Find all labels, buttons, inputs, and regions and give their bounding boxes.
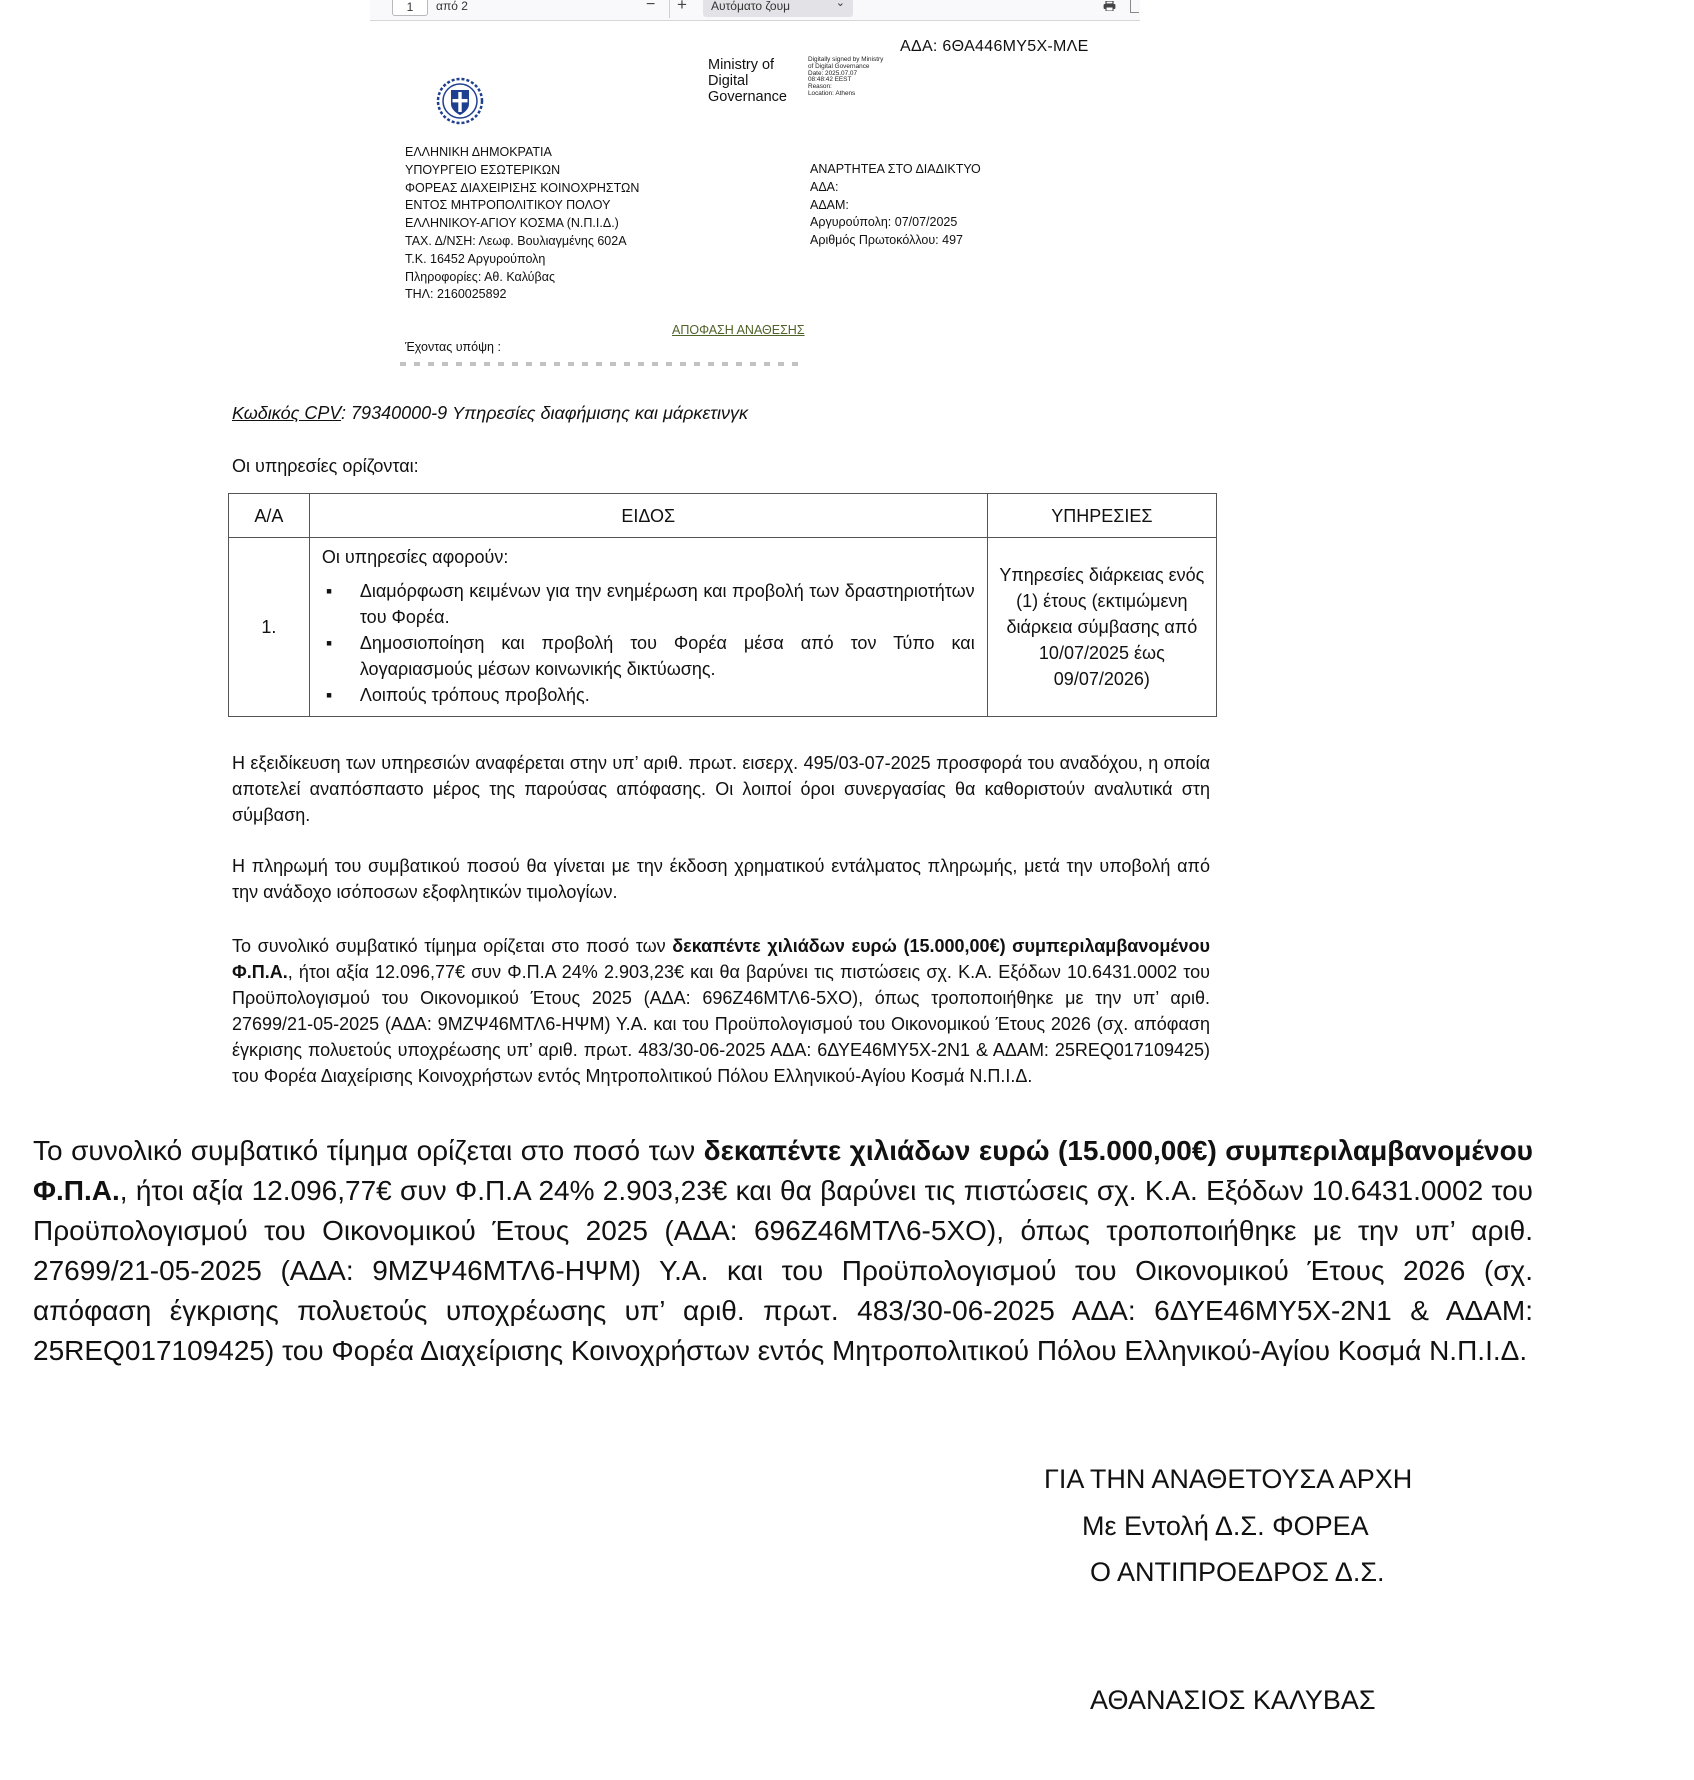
list-item: ▪ Λοιπούς τρόπους προβολής. (322, 682, 975, 708)
ministry-line: Digital (708, 73, 749, 89)
issuer-line: ΕΛΛΗΝΙΚΟΥ-ΑΓΙΟΥ ΚΟΣΜΑ (Ν.Π.Ι.Δ.) (405, 216, 619, 231)
chevron-down-icon: ⌄ (835, 0, 845, 9)
price-amount: δεκαπέντε χιλιάδων ευρώ (15.000,00€) συμπεριλαμβανομένου Φ.Π.Α. (232, 936, 1210, 982)
signature-line: 08:48:42 EEST (808, 76, 852, 84)
zoom-in-button[interactable]: + (677, 0, 687, 14)
column-header-kind: ΕΙΔΟΣ (309, 494, 987, 538)
issuer-line: ΤΑΧ. Δ/ΝΣΗ: Λεωφ. Βουλιαγμένης 602Α (405, 233, 627, 248)
publication-line: ΑΔΑ: (810, 179, 839, 194)
price-rest: , ήτοι αξία 12.096,77€ συν Φ.Π.Α 24% 2.903,23€ και θα βαρύνει τις πιστώσεις σχ. Κ.Α. Εξόδων 10.6431.0002 του Προϋπολογισμού του Οικονομικού Έτους 2025 (ΑΔΑ: 696Ζ46ΜΤΛ6-5ΧΟ), όπως τροποποιήθηκε με την υπ’ αριθ. 27699/21-05-2025 (ΑΔΑ: 9ΜΖΨ46ΜΤΛ6-ΗΨΜ) Υ.Α. και του Προϋπολογισμού του Οικονομικού Έτους 2026 (σχ. απόφαση έγκρισης πολυετούς υποχρέωσης υπ’ αριθ. πρωτ. 483/30-06-2025 ΑΔΑ: 6ΔΥΕ46ΜΥ5Χ-2Ν1 & ΑΔΑΜ: 25REQ017109425) του Φορέα Διαχείρισης Κοινοχρήστων εντός Μητροπολιτικού Πόλου Ελληνικού-Αγίου Κοσμά Ν.Π.Ι.Δ. (232, 962, 1210, 1086)
list-item: ▪ Δημοσιοποίηση και προβολή του Φορέα μέσα από τον Τύπο και λογαριασμούς μέσων κοινωνικής δικτύωσης. (322, 630, 975, 682)
decision-title: ΑΠΟΦΑΣΗ ΑΝΑΘΕΣΗΣ (672, 323, 805, 337)
cpv-value: : 79340000-9 Υπηρεσίες διαφήμισης και μάρκετινγκ (341, 403, 749, 423)
issuer-line: ΤΗΛ: 2160025892 (405, 287, 507, 302)
ministry-line: Ministry of (708, 57, 775, 73)
services-defined-label: Οι υπηρεσίες ορίζονται: (232, 456, 419, 476)
print-icon[interactable] (1103, 1, 1116, 11)
document-properties-icon[interactable] (1130, 0, 1139, 13)
list-item: ▪ Διαμόρφωση κειμένων για την ενημέρωση και προβολή των δραστηριοτήτων του Φορέα. (322, 578, 975, 630)
vice-president-line: Ο ΑΝΤΙΠΡΟΕΔΡΟΣ Δ.Σ. (1090, 1557, 1385, 1587)
issuer-line: ΦΟΡΕΑΣ ΔΙΑΧΕΙΡΙΣΗΣ ΚΟΙΝΟΧΡΗΣΤΩΝ (405, 180, 640, 195)
price-rest: , ήτοι αξία 12.096,77€ συν Φ.Π.Α 24% 2.903,23€ και θα βαρύνει τις πιστώσεις σχ. Κ.Α. Εξόδων 10.6431.0002 του Προϋπολογισμού του Οικονομικού Έτους 2025 (ΑΔΑ: 696Ζ46ΜΤΛ6-5ΧΟ), όπως τροποποιήθηκε με την υπ’ αριθ. 27699/21-05-2025 (ΑΔΑ: 9ΜΖΨ46ΜΤΛ6-ΗΨΜ) Υ.Α. και του Προϋπολογισμού του Οικονομικού Έτους 2026 (σχ. απόφαση έγκρισης πολυετούς υποχρέωσης υπ’ αριθ. πρωτ. 483/30-06-2025 ΑΔΑ: 6ΔΥΕ46ΜΥ5Χ-2Ν1 & ΑΔΑΜ: 25REQ017109425) του Φορέα Διαχείρισης Κοινοχρήστων εντός Μητροπολιτικού Πόλου Ελληνικού-Αγίου Κοσμά Ν.Π.Ι.Δ. (33, 1175, 1533, 1366)
issuer-line: ΥΠΟΥΡΓΕΙΟ ΕΣΩΤΕΡΙΚΩΝ (405, 162, 561, 177)
kind-intro: Οι υπηρεσίες αφορούν: (321, 547, 509, 567)
price-paragraph (232, 933, 1210, 1089)
pdf-toolbar (370, 0, 1140, 21)
signature-line: Location: Athens (808, 89, 856, 97)
ministry-line: Governance (708, 89, 787, 105)
price-amount: δεκαπέντε χιλιάδων ευρώ (15.000,00€) συμπεριλαμβανομένου Φ.Π.Α. (33, 1135, 1533, 1206)
price-lead: Το συνολικό συμβατικό τίμημα ορίζεται στο ποσό των (232, 936, 673, 956)
signature-line: Digitally signed by Ministry (808, 56, 884, 63)
price-paragraph-enlarged (33, 1131, 1533, 1371)
ministry-signature-name (708, 57, 787, 105)
row-services-cell: Υπηρεσίες διάρκειας ενός (1) έτους (εκτιμώμενη διάρκεια σύμβασης από 10/07/2025 έως 09/07/2026) (987, 538, 1216, 717)
digital-signature-details (808, 57, 883, 98)
kind-list (322, 578, 975, 708)
page-count-label: από 2 (436, 0, 468, 13)
cropped-text-line (400, 362, 800, 366)
row-number: 1. (229, 538, 310, 717)
publication-info-block (810, 161, 981, 250)
specification-paragraph: Η εξειδίκευση των υπηρεσιών αναφέρεται στην υπ’ αριθ. πρωτ. εισερχ. 495/03-07-2025 προσφορά του αναδόχου, η οποία αποτελεί αναπόσπαστο μέρος της παρούσας απόφασης. Οι λοιποί όροι συνεργασίας θα καθοριστούν αναλυτικά στη σύμβαση. (232, 753, 1210, 825)
issuer-line: Πληροφορίες: Αθ. Καλύβας (405, 269, 555, 284)
ada-code: ΑΔΑ: 6ΘΑ446ΜΥ5Χ-ΜΛΕ (900, 38, 1089, 55)
payment-paragraph: Η πληρωμή του συμβατικού ποσού θα γίνεται με την έκδοση χρηματικού εντάλματος πληρωμής, μετά την υποβολή από την ανάδοχο ισόποσων εξοφλητικών τιμολογίων. (232, 856, 1210, 902)
price-lead: Το συνολικό συμβατικό τίμημα ορίζεται στο ποσό των (33, 1135, 704, 1166)
publication-line: Αργυρούπολη: 07/07/2025 (810, 215, 958, 230)
issuer-line: ΕΝΤΟΣ ΜΗΤΡΟΠΟΛΙΤΙΚΟΥ ΠΟΛΟΥ (405, 198, 611, 213)
publication-line: ΑΝΑΡΤΗΤΕΑ ΣΤΟ ΔΙΑΔΙΚΤΥΟ (810, 162, 981, 176)
column-header-aa: Α/Α (229, 494, 310, 538)
issuer-line: ΕΛΛΗΝΙΚΗ ΔΗΜΟΚΡΑΤΙΑ (405, 145, 552, 159)
toolbar-divider (669, 0, 670, 18)
zoom-out-button[interactable]: − (646, 0, 656, 13)
signature-line: Reason: (808, 83, 832, 91)
table-header-row (229, 494, 1217, 538)
publication-line: ΑΔΑΜ: (810, 197, 849, 212)
greek-coat-of-arms-icon (436, 77, 484, 125)
contracting-authority-line: ΓΙΑ ΤΗΝ ΑΝΑΘΕΤΟΥΣΑ ΑΡΧΗ (1044, 1464, 1413, 1494)
row-kind-cell (309, 538, 987, 717)
signature-line: of Digital Governance (808, 62, 870, 70)
cpv-code-line (232, 403, 748, 424)
zoom-select[interactable] (703, 0, 853, 17)
pdf-viewer-crop (370, 0, 1140, 372)
board-order-line: Με Εντολή Δ.Σ. ΦΟΡΕΑ (1082, 1511, 1369, 1541)
page-number-input[interactable]: 1 (392, 0, 428, 16)
issuer-address-block (405, 144, 639, 304)
having-considered-label: Έχοντας υπόψη : (405, 340, 501, 354)
issuer-line: Τ.Κ. 16452 Αργυρούπολη (405, 251, 546, 266)
cpv-label: Κωδικός CPV (232, 403, 342, 423)
signatory-name: ΑΘΑΝΑΣΙΟΣ ΚΑΛΥΒΑΣ (1090, 1685, 1376, 1715)
services-table (228, 493, 1217, 717)
zoom-select-value: Αυτόματο ζουμ (711, 0, 791, 13)
publication-line: Αριθμός Πρωτοκόλλου: 497 (810, 233, 963, 248)
column-header-services: ΥΠΗΡΕΣΙΕΣ (987, 494, 1216, 538)
signature-line: Date: 2025.07.07 (808, 69, 858, 77)
table-row (229, 538, 1217, 717)
